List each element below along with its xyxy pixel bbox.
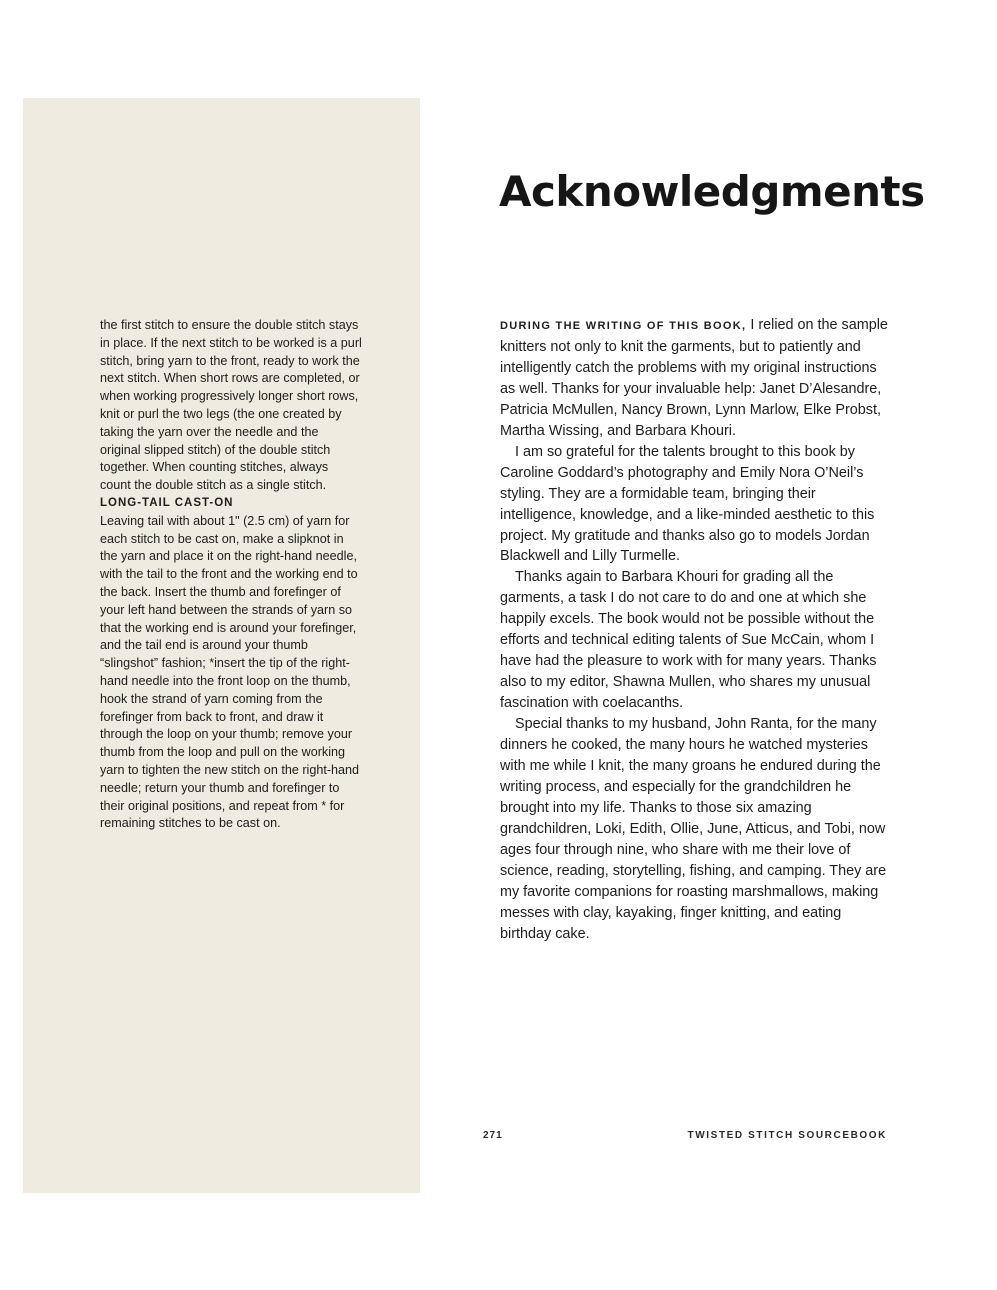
page-title: Acknowledgments	[499, 167, 925, 216]
paragraph-4: Special thanks to my husband, John Ranta, for the many dinners he cooked, the many hours he watched mysteries with me while I knit, the many groans he endured during the writing process, and especially for the grandchildren he brought into my life. Thanks to those six amazing grandchildren, Loki, Edith, Ollie, June, Atticus, and Tobi, now ages four through nine, who share with me their love of science, reading, storytelling, fishing, and camping. They are my favorite companions for roasting marshmallows, making messes with clay, kayaking, finger knitting, and eating birthday cake.	[500, 716, 887, 942]
lead-in: DURING THE WRITING OF THIS BOOK,	[500, 320, 747, 332]
sidebar-heading: LONG-TAIL CAST-ON	[100, 496, 234, 509]
running-footer-book-title: TWISTED STITCH SOURCEBOOK	[687, 1130, 887, 1141]
sidebar-continued-paragraph: the first stitch to ensure the double stitch stays in place. If the next stitch to be worked is a purl stitch, bring yarn to the front, ready to work the next stitch. When short rows are completed, or when working progressively longer short rows, knit or purl the two legs (the one created by taking the yarn over the needle and the original slipped stitch) of the double stitch together. When counting stitches, always count the double stitch as a single stitch.	[100, 318, 362, 493]
main-text	[500, 315, 892, 945]
paragraph-2: I am so grateful for the talents brought to this book by Caroline Goddard’s photography and Emily Nora O’Neil’s styling. They are a formidable team, bringing their intelligence, knowledge, and a like-minded aesthetic to this project. My gratitude and thanks also go to models Jordan Blackwell and Lilly Turmelle.	[500, 443, 875, 565]
paragraph-1-rest: I relied on the sample knitters not only to knit the garments, but to patiently and intelligently catch the problems with my original instructions as well. Thanks for your invaluable help: Janet D’Alesandre, Patricia McMullen, Nancy Brown, Lynn Marlow, Elke Probst, Martha Wissing, and Barbara Khouri.	[500, 317, 888, 439]
paragraph-3: Thanks again to Barbara Khouri for grading all the garments, a task I do not care to do and one at which she happily excels. The book would not be possible without the efforts and technical editing talents of Sue McCain, whom I have had the pleasure to work with for many years. Thanks also to my editor, Shawna Mullen, who shares my unusual fascination with coelacanths.	[500, 569, 877, 712]
sidebar-body: Leaving tail with about 1" (2.5 cm) of yarn for each stitch to be cast on, make a slipknot in the yarn and place it on the right-hand needle, with the tail to the front and the working end to the back. Insert the thumb and forefinger of your left hand between the strands of yarn so that the working end is around your forefinger, and the tail end is around your thumb “slingshot” fashion; *insert the tip of the right-hand needle into the front loop on the thumb, hook the strand of yarn coming from the forefinger from back to front, and draw it through the loop on your thumb; remove your thumb from the loop and pull on the working yarn to tighten the new stitch on the right-hand needle; return your thumb and forefinger to their original positions, and repeat from * for remaining stitches to be cast on.	[100, 513, 360, 831]
paragraph-1	[500, 315, 892, 442]
page-number: 271	[483, 1130, 503, 1141]
sidebar-text	[100, 317, 362, 833]
